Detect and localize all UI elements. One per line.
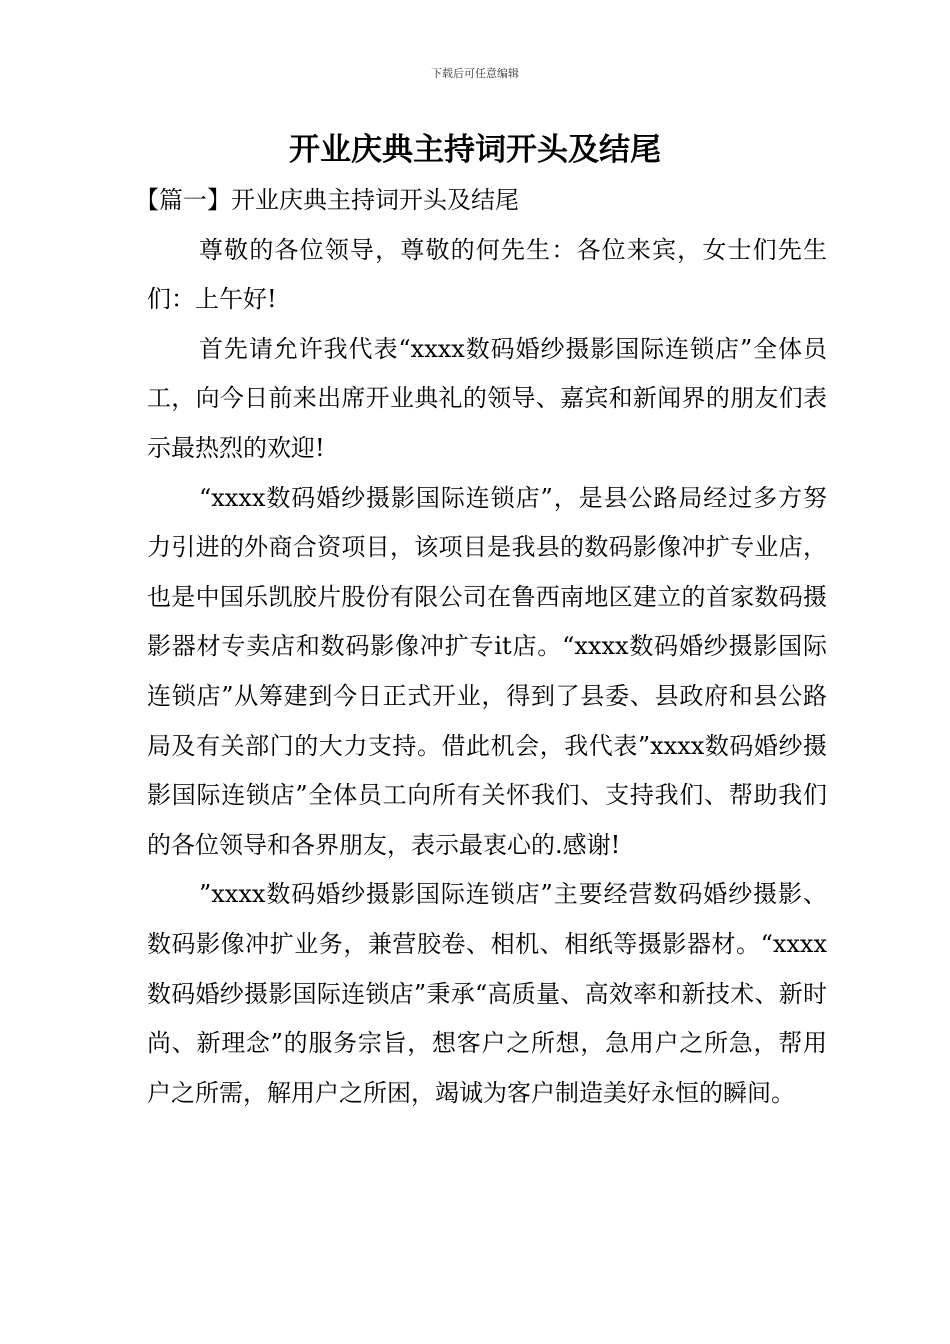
paragraph-business: ”xxxx数码婚纱摄影国际连锁店”主要经营数码婚纱摄影、数码影像冲扩业务，兼营胶卷、相机、相纸等摄影器材。“xxxx数码婚纱摄影国际连锁店”秉承“高质量、高效率和新技术、新时尚、新理念”的服务宗旨，想客户之所想，急用户之所急，帮用户之所需，解用户之所困，竭诚为客户制造美好永恒的瞬间。 [147,880,827,1107]
paragraph-greeting: 尊敬的各位领导，尊敬的何先生：各位来宾，女士们先生们：上午好! [147,235,827,314]
page-header-note: 下载后可任意编辑 [431,67,519,80]
document-body [135,176,827,1118]
paragraph-welcome: 首先请允许我代表“xxxx数码婚纱摄影国际连锁店”全体员工，向今日前来出席开业典礼的领导、嘉宾和新闻界的朋友们表示最热烈的欢迎! [147,334,827,462]
paragraph-introduction: “xxxx数码婚纱摄影国际连锁店”，是县公路局经过多方努力引进的外商合资项目，该项目是我县的数码影像冲扩专业店，也是中国乐凯胶片股份有限公司在鲁西南地区建立的首家数码摄影器材专卖店和数码影像冲扩专it店。“xxxx数码婚纱摄影国际连锁店”从筹建到今日正式开业，得到了县委、县政府和县公路局及有关部门的大力支持。借此机会，我代表”xxxx数码婚纱摄影国际连锁店”全体员工向所有关怀我们、支持我们、帮助我们的各位领导和各界朋友，表示最衷心的.感谢! [147,483,827,859]
document-title: 开业庆典主持词开头及结尾 [289,132,661,168]
section-heading: 【篇一】开业庆典主持词开头及结尾 [135,186,519,214]
